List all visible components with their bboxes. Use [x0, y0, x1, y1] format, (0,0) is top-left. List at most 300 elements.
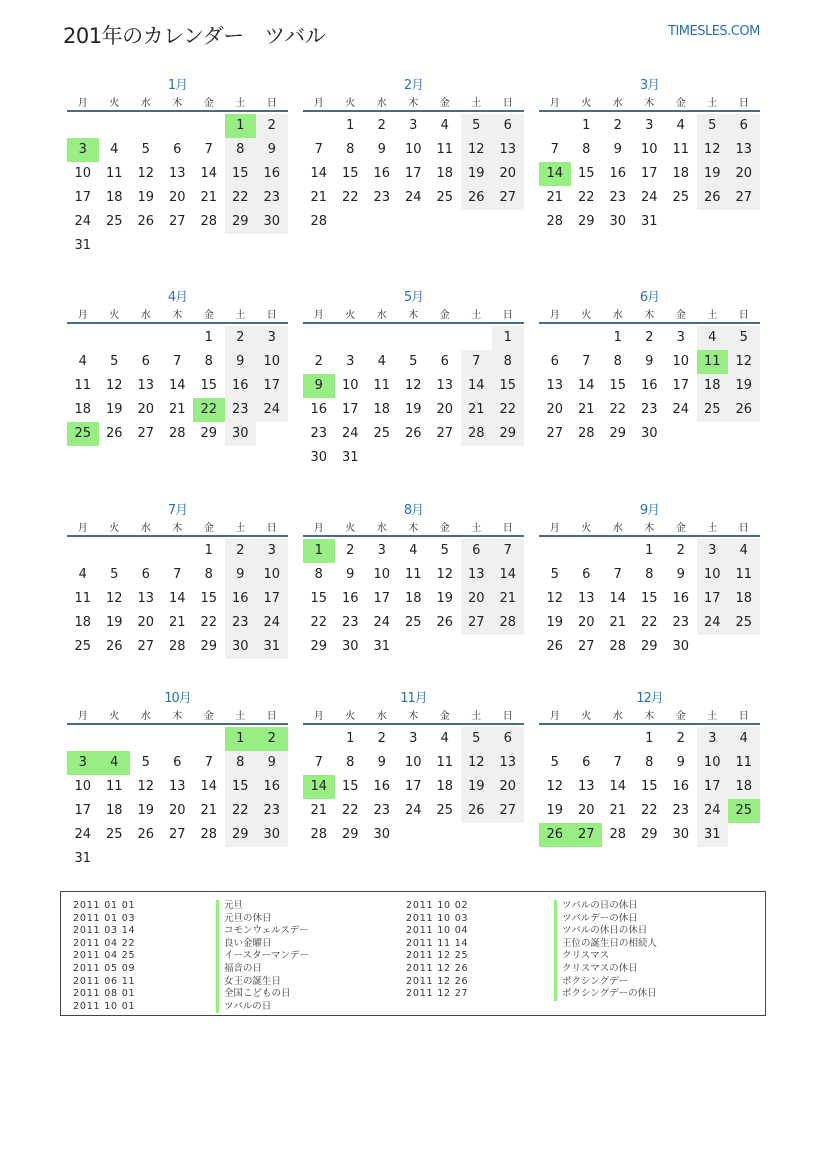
- holiday-name: ボクシングデー: [554, 976, 657, 989]
- day-cell: 14: [168, 378, 186, 393]
- day-cell: 5: [550, 567, 559, 582]
- weekday-label: 月: [313, 97, 324, 109]
- day-cell: 23: [341, 615, 359, 630]
- day-cell: 24: [74, 214, 92, 229]
- day-cell: 30: [310, 450, 328, 465]
- day-cell: 14: [200, 779, 218, 794]
- day-cell: 17: [672, 378, 690, 393]
- day-cell: 12: [728, 350, 760, 374]
- holiday-name: イースターマンデー: [216, 950, 309, 963]
- weekday-label: 木: [172, 522, 183, 534]
- day-cell: 10: [74, 166, 92, 181]
- day-cell: 31: [640, 214, 658, 229]
- day-cell: 13: [577, 779, 595, 794]
- day-cell: 9: [645, 354, 654, 369]
- weekday-label: 木: [172, 710, 183, 722]
- header-rule: [67, 723, 288, 725]
- day-cell: 22: [640, 615, 658, 630]
- day-cell: 11: [74, 378, 92, 393]
- month-name: 12月: [636, 691, 663, 706]
- day-cell: 14: [461, 374, 493, 398]
- weekday-header: [539, 517, 760, 535]
- empty-cell: [67, 539, 99, 563]
- day-cell: 4: [676, 118, 685, 133]
- day-cell: 17: [404, 166, 422, 181]
- day-cell: 2: [256, 114, 288, 138]
- weekday-label: 金: [203, 309, 214, 321]
- day-cell: 28: [200, 827, 218, 842]
- weekday-label: 日: [266, 522, 277, 534]
- day-cell: 11: [728, 563, 760, 587]
- day-cell: 6: [550, 354, 559, 369]
- day-cell: 1: [645, 543, 654, 558]
- weekday-label: 金: [203, 710, 214, 722]
- day-cell: 26: [546, 639, 564, 654]
- holiday-day-cell: 1: [225, 114, 257, 138]
- day-cell: 8: [492, 350, 524, 374]
- weekday-label: 月: [549, 97, 560, 109]
- weekday-label: 土: [471, 522, 482, 534]
- day-cell: 11: [105, 779, 123, 794]
- weekday-label: 火: [581, 309, 592, 321]
- weekday-label: 木: [644, 97, 655, 109]
- day-cell: 21: [310, 803, 328, 818]
- day-cell: 1: [204, 330, 213, 345]
- weekday-label: 火: [109, 97, 120, 109]
- day-cell: 15: [200, 591, 218, 606]
- month-block: [539, 286, 760, 446]
- empty-cell: [193, 727, 225, 751]
- month-name: 3月: [639, 78, 660, 93]
- day-cell: 15: [200, 378, 218, 393]
- day-cell: 8: [582, 142, 591, 157]
- weekday-label: 金: [439, 97, 450, 109]
- day-cell: 28: [461, 422, 493, 446]
- holiday-date: 2011 12 25: [406, 950, 469, 962]
- day-cell: 25: [436, 803, 454, 818]
- weekday-label: 火: [345, 97, 356, 109]
- empty-cell: [461, 326, 493, 350]
- day-cell: 27: [168, 827, 186, 842]
- day-cell: 3: [409, 118, 418, 133]
- day-cell: 17: [256, 587, 288, 611]
- day-cell: 17: [404, 779, 422, 794]
- day-cell: 7: [613, 567, 622, 582]
- weekday-label: 土: [471, 710, 482, 722]
- day-cell: 30: [672, 827, 690, 842]
- day-cell: 12: [404, 378, 422, 393]
- day-cell: 12: [546, 591, 564, 606]
- holiday-day-cell: 27: [571, 823, 603, 847]
- day-cell: 13: [436, 378, 454, 393]
- day-cell: 29: [225, 210, 257, 234]
- day-cell: 3: [346, 354, 355, 369]
- holiday-date: 2011 08 01: [73, 988, 136, 1000]
- header-rule: [303, 535, 524, 537]
- day-cell: 31: [373, 639, 391, 654]
- day-cell: 17: [256, 374, 288, 398]
- empty-cell: [571, 539, 603, 563]
- day-cell: 28: [609, 827, 627, 842]
- day-cell: 4: [110, 142, 119, 157]
- empty-cell: [67, 727, 99, 751]
- day-grid: [539, 727, 760, 847]
- day-cell: 31: [74, 851, 92, 866]
- day-cell: 30: [373, 827, 391, 842]
- empty-cell: [99, 539, 131, 563]
- holiday-day-cell: 3: [67, 138, 99, 162]
- weekday-label: 木: [172, 97, 183, 109]
- day-cell: 22: [492, 398, 524, 422]
- day-cell: 29: [609, 426, 627, 441]
- day-cell: 24: [373, 615, 391, 630]
- holiday-date: 2011 12 26: [406, 962, 469, 974]
- empty-cell: [602, 727, 634, 751]
- day-cell: 20: [461, 587, 493, 611]
- day-cell: 9: [613, 142, 622, 157]
- weekday-label: 日: [266, 710, 277, 722]
- header-rule: [67, 110, 288, 112]
- day-cell: 13: [492, 751, 524, 775]
- day-cell: 4: [78, 354, 87, 369]
- empty-cell: [130, 727, 162, 751]
- day-cell: 15: [225, 775, 257, 799]
- day-cell: 18: [404, 591, 422, 606]
- day-cell: 13: [168, 779, 186, 794]
- empty-cell: [335, 326, 367, 350]
- weekday-label: 火: [109, 522, 120, 534]
- weekday-label: 日: [738, 522, 749, 534]
- day-cell: 25: [373, 426, 391, 441]
- day-cell: 1: [204, 543, 213, 558]
- day-cell: 18: [436, 166, 454, 181]
- empty-cell: [99, 727, 131, 751]
- holiday-day-cell: 11: [697, 350, 729, 374]
- day-cell: 19: [546, 803, 564, 818]
- day-cell: 21: [200, 803, 218, 818]
- weekday-label: 日: [502, 97, 513, 109]
- month-block: [67, 286, 288, 446]
- day-cell: 18: [105, 190, 123, 205]
- day-cell: 26: [436, 615, 454, 630]
- day-cell: 14: [168, 591, 186, 606]
- day-cell: 14: [310, 166, 328, 181]
- day-cell: 1: [582, 118, 591, 133]
- holiday-name: 福音の日: [216, 963, 309, 976]
- day-cell: 27: [168, 214, 186, 229]
- day-cell: 12: [697, 138, 729, 162]
- day-cell: 17: [697, 775, 729, 799]
- day-cell: 22: [577, 190, 595, 205]
- day-cell: 28: [168, 426, 186, 441]
- day-cell: 12: [461, 751, 493, 775]
- holiday-day-cell: 1: [225, 727, 257, 751]
- day-cell: 9: [256, 138, 288, 162]
- day-cell: 5: [550, 755, 559, 770]
- day-cell: 19: [105, 402, 123, 417]
- day-cell: 8: [225, 751, 257, 775]
- weekday-header: [539, 92, 760, 110]
- day-cell: 2: [676, 731, 685, 746]
- day-cell: 18: [105, 803, 123, 818]
- day-cell: 6: [728, 114, 760, 138]
- day-grid: [303, 539, 524, 659]
- day-cell: 24: [404, 190, 422, 205]
- day-cell: 7: [204, 755, 213, 770]
- weekday-label: 火: [345, 522, 356, 534]
- day-cell: 19: [546, 615, 564, 630]
- day-cell: 2: [314, 354, 323, 369]
- day-cell: 25: [436, 190, 454, 205]
- day-cell: 25: [697, 398, 729, 422]
- day-cell: 4: [728, 727, 760, 751]
- day-cell: 12: [105, 378, 123, 393]
- header-rule: [303, 723, 524, 725]
- holiday-name: コモンウェルスデー: [216, 925, 309, 938]
- day-cell: 21: [609, 803, 627, 818]
- day-cell: 2: [225, 539, 257, 563]
- weekday-label: 金: [675, 710, 686, 722]
- day-cell: 23: [256, 186, 288, 210]
- day-cell: 26: [404, 426, 422, 441]
- day-cell: 26: [461, 799, 493, 823]
- weekday-label: 土: [707, 710, 718, 722]
- day-cell: 19: [137, 803, 155, 818]
- day-cell: 20: [137, 402, 155, 417]
- day-cell: 2: [225, 326, 257, 350]
- holiday-name: 良い金曜日: [216, 938, 309, 951]
- empty-cell: [130, 539, 162, 563]
- weekday-label: 金: [439, 710, 450, 722]
- day-cell: 2: [377, 731, 386, 746]
- day-cell: 9: [377, 142, 386, 157]
- day-cell: 10: [404, 755, 422, 770]
- weekday-label: 木: [408, 309, 419, 321]
- day-cell: 6: [582, 567, 591, 582]
- day-cell: 5: [110, 567, 119, 582]
- day-cell: 7: [173, 567, 182, 582]
- holiday-day-cell: 14: [303, 775, 335, 799]
- month-name: 7月: [167, 503, 188, 518]
- day-cell: 6: [492, 727, 524, 751]
- empty-cell: [602, 539, 634, 563]
- day-cell: 5: [697, 114, 729, 138]
- weekday-label: 火: [345, 710, 356, 722]
- day-cell: 26: [697, 186, 729, 210]
- day-cell: 16: [640, 378, 658, 393]
- holiday-names-left: [216, 900, 309, 1013]
- day-cell: 30: [609, 214, 627, 229]
- empty-cell: [571, 326, 603, 350]
- day-cell: 14: [492, 563, 524, 587]
- empty-cell: [539, 539, 571, 563]
- weekday-label: 金: [675, 309, 686, 321]
- day-cell: 26: [728, 398, 760, 422]
- day-cell: 9: [377, 755, 386, 770]
- day-cell: 31: [341, 450, 359, 465]
- day-cell: 7: [461, 350, 493, 374]
- day-cell: 1: [492, 326, 524, 350]
- day-cell: 5: [728, 326, 760, 350]
- day-cell: 18: [373, 402, 391, 417]
- day-cell: 24: [256, 611, 288, 635]
- holiday-dates-left: [73, 900, 135, 1013]
- day-cell: 3: [377, 543, 386, 558]
- day-grid: [303, 326, 524, 470]
- day-cell: 29: [200, 639, 218, 654]
- day-cell: 8: [645, 755, 654, 770]
- day-cell: 9: [676, 567, 685, 582]
- weekday-label: 水: [140, 309, 151, 321]
- weekday-label: 火: [345, 309, 356, 321]
- day-cell: 27: [492, 186, 524, 210]
- day-cell: 13: [168, 166, 186, 181]
- holiday-name: ツバルの休日の休日: [554, 925, 657, 938]
- day-cell: 17: [697, 587, 729, 611]
- holiday-name: ツバルデーの休日: [554, 913, 657, 926]
- day-cell: 29: [577, 214, 595, 229]
- day-cell: 11: [404, 567, 422, 582]
- holiday-names-right: [554, 900, 657, 1001]
- day-cell: 25: [105, 214, 123, 229]
- day-cell: 18: [728, 775, 760, 799]
- empty-cell: [303, 326, 335, 350]
- day-cell: 13: [546, 378, 564, 393]
- holiday-day-cell: 4: [99, 751, 131, 775]
- empty-cell: [99, 326, 131, 350]
- holiday-name: ツバルの日の休日: [554, 900, 657, 913]
- day-cell: 31: [256, 635, 288, 659]
- day-cell: 5: [409, 354, 418, 369]
- day-cell: 27: [137, 426, 155, 441]
- day-cell: 22: [609, 402, 627, 417]
- day-cell: 9: [225, 563, 257, 587]
- weekday-label: 木: [408, 522, 419, 534]
- header-rule: [67, 535, 288, 537]
- holiday-name: 全国こどもの日: [216, 988, 309, 1001]
- day-cell: 6: [141, 567, 150, 582]
- empty-cell: [429, 326, 461, 350]
- holiday-date: 2011 12 26: [406, 975, 469, 987]
- holiday-day-cell: 9: [303, 374, 335, 398]
- day-cell: 4: [409, 543, 418, 558]
- day-cell: 19: [461, 162, 493, 186]
- day-cell: 10: [256, 563, 288, 587]
- weekday-label: 金: [439, 309, 450, 321]
- day-cell: 19: [461, 775, 493, 799]
- weekday-label: 水: [612, 522, 623, 534]
- weekday-label: 火: [581, 522, 592, 534]
- weekday-label: 金: [439, 522, 450, 534]
- day-cell: 17: [74, 803, 92, 818]
- month-name: 4月: [167, 290, 188, 305]
- empty-cell: [162, 539, 194, 563]
- day-cell: 30: [225, 635, 257, 659]
- month-name: 10月: [164, 691, 191, 706]
- day-cell: 4: [78, 567, 87, 582]
- brand-link[interactable]: TIMESLES.COM: [668, 24, 760, 39]
- day-cell: 5: [110, 354, 119, 369]
- day-grid: [539, 539, 760, 659]
- month-block: [67, 499, 288, 659]
- day-cell: 10: [697, 563, 729, 587]
- weekday-label: 土: [471, 309, 482, 321]
- day-cell: 6: [173, 142, 182, 157]
- day-cell: 31: [74, 238, 92, 253]
- weekday-label: 水: [140, 710, 151, 722]
- day-cell: 16: [672, 591, 690, 606]
- day-cell: 8: [225, 138, 257, 162]
- day-cell: 2: [346, 543, 355, 558]
- day-cell: 21: [168, 402, 186, 417]
- weekday-label: 月: [77, 97, 88, 109]
- day-cell: 26: [461, 186, 493, 210]
- day-cell: 30: [256, 210, 288, 234]
- day-cell: 15: [310, 591, 328, 606]
- day-cell: 20: [546, 402, 564, 417]
- month-name: 9月: [639, 503, 660, 518]
- weekday-label: 水: [612, 710, 623, 722]
- weekday-label: 火: [109, 309, 120, 321]
- day-cell: 11: [672, 142, 690, 157]
- day-cell: 6: [141, 354, 150, 369]
- holiday-day-cell: 3: [67, 751, 99, 775]
- day-cell: 27: [492, 799, 524, 823]
- day-cell: 10: [341, 378, 359, 393]
- day-cell: 10: [74, 779, 92, 794]
- day-cell: 25: [672, 190, 690, 205]
- holiday-date: 2011 03 14: [73, 925, 136, 937]
- weekday-label: 日: [738, 710, 749, 722]
- day-cell: 11: [74, 591, 92, 606]
- holiday-name: 元旦の休日: [216, 913, 309, 926]
- day-cell: 26: [105, 426, 123, 441]
- day-cell: 26: [137, 827, 155, 842]
- holiday-name: ボクシングデーの休日: [554, 988, 657, 1001]
- day-cell: 3: [409, 731, 418, 746]
- holiday-day-cell: 26: [539, 823, 571, 847]
- empty-cell: [130, 326, 162, 350]
- day-cell: 29: [640, 827, 658, 842]
- holiday-date: 2011 06 11: [73, 975, 136, 987]
- day-cell: 16: [310, 402, 328, 417]
- weekday-label: 日: [266, 97, 277, 109]
- holiday-date: 2011 12 27: [406, 988, 469, 1000]
- holiday-day-cell: 25: [728, 799, 760, 823]
- day-cell: 24: [256, 398, 288, 422]
- day-cell: 2: [645, 330, 654, 345]
- day-cell: 25: [74, 639, 92, 654]
- day-cell: 21: [168, 615, 186, 630]
- day-cell: 16: [225, 587, 257, 611]
- day-cell: 17: [74, 190, 92, 205]
- day-cell: 19: [697, 162, 729, 186]
- holiday-dates-right: [406, 900, 468, 1001]
- day-cell: 1: [346, 731, 355, 746]
- holiday-name: 王位の誕生日の相続人: [554, 938, 657, 951]
- day-cell: 23: [640, 402, 658, 417]
- day-cell: 25: [105, 827, 123, 842]
- day-cell: 22: [310, 615, 328, 630]
- empty-cell: [571, 727, 603, 751]
- month-block: [539, 499, 760, 659]
- weekday-label: 木: [408, 710, 419, 722]
- day-cell: 16: [256, 162, 288, 186]
- holiday-date: 2011 10 01: [73, 1000, 136, 1012]
- day-cell: 10: [672, 354, 690, 369]
- day-grid: [67, 114, 288, 258]
- day-cell: 10: [640, 142, 658, 157]
